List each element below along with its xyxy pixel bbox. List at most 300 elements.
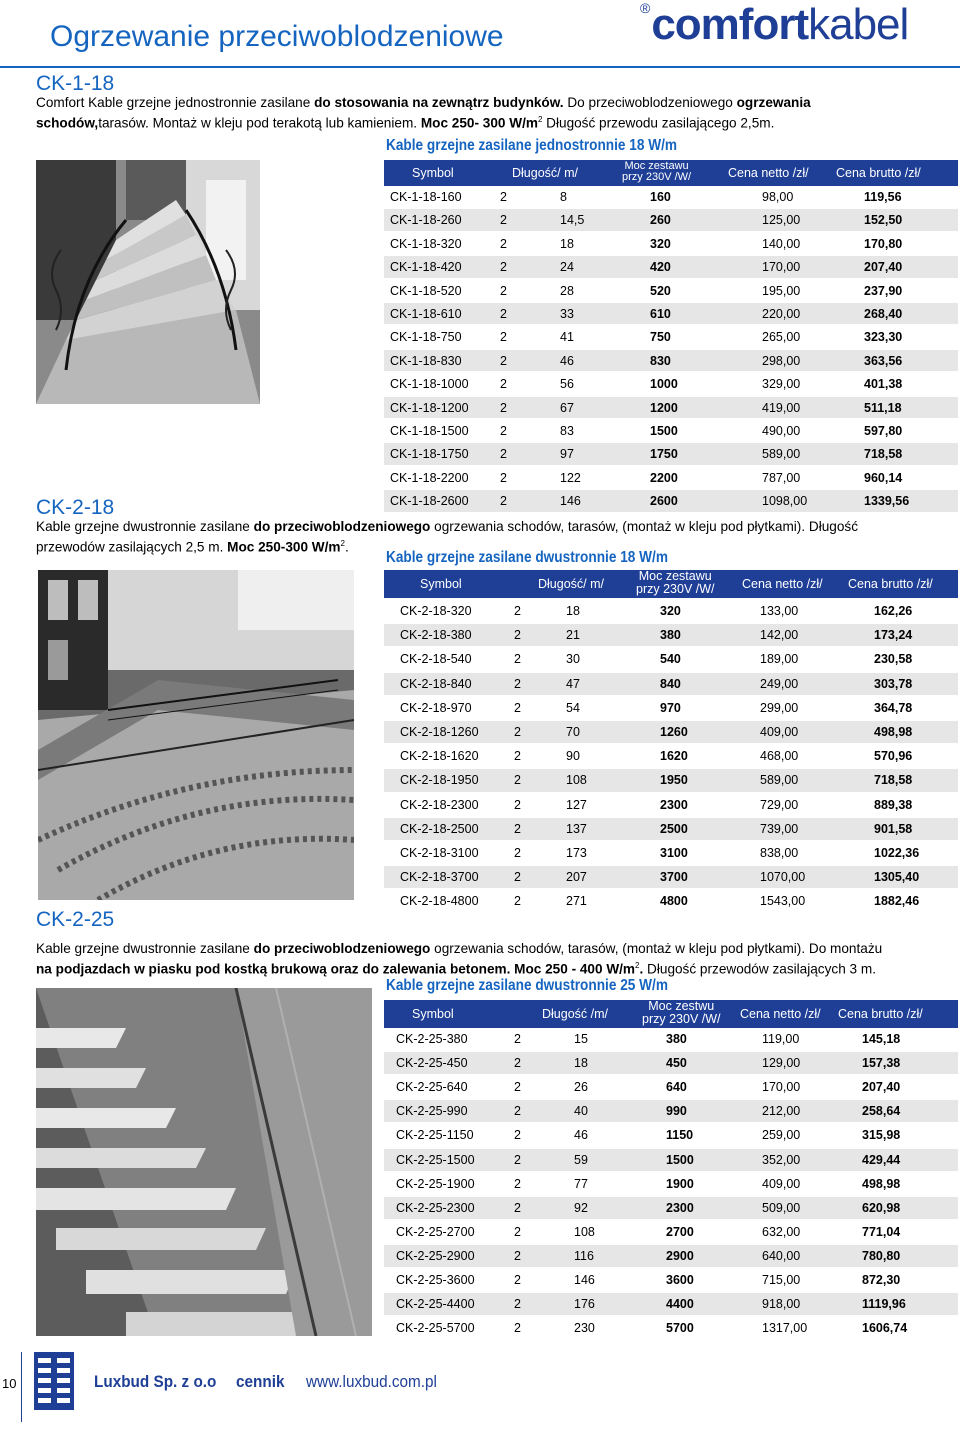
cell-length: 26 xyxy=(574,1080,588,1095)
cell-length: 176 xyxy=(574,1297,595,1312)
cell-gross: 145,18 xyxy=(862,1032,901,1046)
table-row xyxy=(384,397,958,418)
cell-power: 450 xyxy=(666,1056,687,1071)
cell-net: 490,00 xyxy=(762,424,801,438)
table-row xyxy=(384,1124,958,1146)
table-row xyxy=(384,1245,958,1267)
cell-net: 739,00 xyxy=(760,821,799,836)
cell-symbol: CK-2-25-2700 xyxy=(396,1224,475,1239)
cell-length: 47 xyxy=(566,676,580,691)
cell-length: 41 xyxy=(560,330,574,345)
cell-cores: 2 xyxy=(514,1056,521,1071)
cell-length: 21 xyxy=(566,628,580,643)
column-header-net-price: Cena netto /zł/ xyxy=(740,1007,821,1021)
cell-length: 77 xyxy=(574,1176,588,1191)
section-title-ck225: CK-2-25 xyxy=(36,908,115,931)
cell-length: 28 xyxy=(560,283,574,298)
column-header-gross-price: Cena brutto /zł/ xyxy=(838,1007,923,1021)
footer-url[interactable]: www.luxbud.com.pl xyxy=(306,1372,437,1391)
cell-symbol: CK-1-18-750 xyxy=(390,330,462,345)
cell-net: 640,00 xyxy=(762,1248,801,1263)
cell-gross: 303,78 xyxy=(874,676,913,691)
cell-net: 838,00 xyxy=(760,846,799,860)
cell-symbol: CK-2-18-4800 xyxy=(400,894,479,909)
column-header-gross-price: Cena brutto /zł/ xyxy=(848,577,933,591)
cell-power: 2300 xyxy=(666,1200,694,1215)
brand-logo: ®comfortkabel xyxy=(640,0,909,49)
cell-cores: 2 xyxy=(500,494,507,509)
table-row xyxy=(384,1100,958,1122)
cell-length: 24 xyxy=(560,260,574,275)
cell-gross: 511,18 xyxy=(864,400,902,415)
table-row xyxy=(384,648,958,670)
cell-gross: 498,98 xyxy=(862,1176,901,1191)
cell-cores: 2 xyxy=(514,894,521,909)
cell-gross: 157,38 xyxy=(862,1056,901,1071)
column-header-gross-price: Cena brutto /zł/ xyxy=(836,166,921,180)
table-row xyxy=(384,818,958,840)
column-header-length: Długość/ m/ xyxy=(512,166,578,180)
table-row xyxy=(384,420,958,441)
section-description-ck118: Comfort Kable grzejne jednostronnie zasilane do stosowania na zewnątrz budynków. Do przeciwoblodzeniowego ogrzewania schodów,tarasów. Montaż w kleju pod terakotą lub kamieniem. Moc 250- 300 $W/m^2$ Długość przewodu zasilającego 2,5m. xyxy=(36,95,811,131)
table-row xyxy=(384,209,958,230)
cell-gross: 1022,36 xyxy=(874,846,920,860)
table-row xyxy=(384,490,958,511)
table-row xyxy=(384,1293,958,1315)
cell-symbol: CK-2-18-3100 xyxy=(400,846,479,860)
table-row xyxy=(384,1052,958,1074)
cell-cores: 2 xyxy=(514,628,521,643)
table-row xyxy=(384,866,958,888)
column-header-length: Długość/ m/ xyxy=(538,577,604,591)
cell-power: 320 xyxy=(660,604,681,618)
cell-power: 610 xyxy=(650,307,671,321)
table-header-ck118 xyxy=(384,160,958,186)
table-row xyxy=(384,1317,958,1339)
cell-cores: 2 xyxy=(514,1321,521,1336)
cell-cores: 2 xyxy=(514,797,521,812)
table-row xyxy=(384,697,958,719)
table-title-ck225: Kable grzejne zasilane dwustronnie 25 W/m xyxy=(386,977,668,994)
table-row xyxy=(384,1028,958,1050)
cell-symbol: CK-2-25-2300 xyxy=(396,1200,475,1215)
cell-length: 56 xyxy=(560,377,574,392)
cell-net: 259,00 xyxy=(762,1128,801,1143)
cell-gross: 207,40 xyxy=(862,1080,901,1095)
table-row xyxy=(384,443,958,464)
table-row xyxy=(384,745,958,767)
cell-gross: 230,58 xyxy=(874,652,913,667)
header-divider xyxy=(0,66,960,68)
cell-cores: 2 xyxy=(500,447,507,462)
cell-length: 83 xyxy=(560,424,574,438)
table-row xyxy=(384,350,958,371)
cell-cores: 2 xyxy=(500,424,507,438)
cell-gross: 1339,56 xyxy=(864,494,910,509)
cell-symbol: CK-1-18-320 xyxy=(390,236,462,251)
cell-length: 30 xyxy=(566,652,580,667)
cell-power: 2200 xyxy=(650,470,678,485)
section-description-ck225: Kable grzejne dwustronnie zasilane do przeciwoblodzeniowego ogrzewania schodów, tarasów, (montaż w kleju pod płytkami). Do montażu na podjazdach w piasku pod kostką brukową oraz do zalewania betonem. Moc 250 - 400 $W/m^2$. Długość przewodów zasilających 3 m. xyxy=(36,941,883,977)
table-row xyxy=(384,233,958,254)
cell-cores: 2 xyxy=(514,749,521,764)
cell-symbol: CK-2-25-1150 xyxy=(396,1128,474,1143)
cell-symbol: CK-1-18-520 xyxy=(390,283,462,298)
cell-symbol: CK-2-18-2500 xyxy=(400,821,479,836)
cell-length: 108 xyxy=(574,1224,595,1239)
cell-symbol: CK-1-18-420 xyxy=(390,260,462,275)
cell-net: 298,00 xyxy=(762,353,801,368)
table-row xyxy=(384,1076,958,1098)
cell-symbol: CK-1-18-1750 xyxy=(390,447,469,462)
cell-cores: 2 xyxy=(514,1080,521,1095)
cell-symbol: CK-1-18-2200 xyxy=(390,470,469,485)
cell-power: 260 xyxy=(650,213,671,228)
cell-cores: 2 xyxy=(514,1224,521,1239)
cell-power: 3700 xyxy=(660,870,688,885)
cell-length: 108 xyxy=(566,773,587,788)
cell-symbol: CK-2-18-320 xyxy=(400,604,472,618)
cell-gross: 597,80 xyxy=(864,424,903,438)
cell-cores: 2 xyxy=(514,846,521,860)
cell-gross: 718,58 xyxy=(874,773,913,788)
cell-length: 271 xyxy=(566,894,587,909)
cell-cores: 2 xyxy=(514,870,521,885)
cell-cores: 2 xyxy=(514,1200,521,1215)
cell-gross: 315,98 xyxy=(862,1128,901,1143)
cell-cores: 2 xyxy=(514,652,521,667)
cell-net: 249,00 xyxy=(760,676,799,691)
cell-symbol: CK-2-18-1620 xyxy=(400,749,479,764)
cell-power: 3100 xyxy=(660,846,688,860)
cell-net: 589,00 xyxy=(760,773,799,788)
cell-power: 4400 xyxy=(666,1297,694,1312)
cell-cores: 2 xyxy=(514,1128,521,1143)
cell-length: 67 xyxy=(560,400,574,415)
cell-length: 92 xyxy=(574,1200,588,1215)
cell-symbol: CK-2-25-2900 xyxy=(396,1248,475,1263)
section-title-ck118: CK-1-18 xyxy=(36,72,115,95)
table-row xyxy=(384,280,958,301)
cell-gross: 119,56 xyxy=(864,190,902,204)
cell-power: 990 xyxy=(666,1104,687,1119)
cell-net: 140,00 xyxy=(762,236,801,251)
cell-length: 127 xyxy=(566,797,587,812)
cell-length: 137 xyxy=(566,821,587,836)
cell-cores: 2 xyxy=(514,676,521,691)
cell-power: 520 xyxy=(650,283,671,298)
cell-net: 170,00 xyxy=(762,1080,801,1095)
cell-length: 33 xyxy=(560,307,574,321)
cell-gross: 364,78 xyxy=(874,700,913,715)
cell-length: 18 xyxy=(574,1056,588,1071)
cell-power: 380 xyxy=(660,628,681,643)
cell-symbol: CK-2-25-1900 xyxy=(396,1176,475,1191)
table-row xyxy=(384,1221,958,1243)
cell-length: 14,5 xyxy=(560,213,585,228)
cell-net: 125,00 xyxy=(762,213,801,228)
cell-gross: 620,98 xyxy=(862,1200,901,1215)
cell-power: 420 xyxy=(650,260,671,275)
cell-length: 70 xyxy=(566,725,580,739)
cell-power: 1200 xyxy=(650,400,678,415)
cell-power: 1620 xyxy=(660,749,688,764)
cell-net: 918,00 xyxy=(762,1297,801,1312)
cell-power: 1750 xyxy=(650,447,678,462)
cell-symbol: CK-1-18-830 xyxy=(390,353,462,368)
cell-symbol: CK-2-25-5700 xyxy=(396,1321,475,1336)
cell-cores: 2 xyxy=(514,725,521,739)
cell-cores: 2 xyxy=(514,1273,521,1287)
cell-power: 320 xyxy=(650,236,671,251)
table-row xyxy=(384,256,958,277)
table-row xyxy=(384,373,958,394)
cell-cores: 2 xyxy=(500,330,507,345)
cell-length: 116 xyxy=(574,1248,594,1263)
cell-net: 729,00 xyxy=(760,797,799,812)
cell-net: 409,00 xyxy=(762,1176,801,1191)
table-header-ck225 xyxy=(384,1000,958,1028)
cell-cores: 2 xyxy=(514,1152,521,1167)
section-title-ck218: CK-2-18 xyxy=(36,496,115,519)
cell-cores: 2 xyxy=(500,190,507,204)
cell-symbol: CK-2-25-640 xyxy=(396,1080,468,1095)
luxbud-logo-icon xyxy=(34,1352,74,1410)
cell-power: 1950 xyxy=(660,773,688,788)
cell-cores: 2 xyxy=(514,773,521,788)
cell-net: 589,00 xyxy=(762,447,801,462)
cell-cores: 2 xyxy=(514,1032,521,1046)
table-row xyxy=(384,794,958,816)
cell-gross: 1882,46 xyxy=(874,894,920,909)
cell-gross: 207,40 xyxy=(864,260,903,275)
cell-power: 1260 xyxy=(660,725,688,739)
cell-power: 840 xyxy=(660,676,681,691)
steps-photo-2 xyxy=(36,988,372,1336)
cell-length: 146 xyxy=(560,494,581,509)
cell-cores: 2 xyxy=(514,1248,521,1263)
stairs-photo-1 xyxy=(36,160,260,404)
table-title-ck218: Kable grzejne zasilane dwustronnie 18 W/m xyxy=(386,549,668,566)
table-row xyxy=(384,769,958,791)
cell-length: 173 xyxy=(566,846,587,860)
column-header-power: Moc zestwu przy 230V /W/ xyxy=(642,999,721,1026)
cell-net: 189,00 xyxy=(760,652,799,667)
cell-symbol: CK-2-18-1950 xyxy=(400,773,479,788)
cell-power: 1000 xyxy=(650,377,678,392)
table-title-ck118: Kable grzejne zasilane jednostronnie 18 W/m xyxy=(386,137,678,154)
cell-length: 207 xyxy=(566,870,587,885)
cell-net: 1543,00 xyxy=(760,894,806,909)
cell-symbol: CK-1-18-1000 xyxy=(390,377,469,392)
page-title: Ogrzewanie przeciwoblodzeniowe xyxy=(50,20,504,53)
column-header-net-price: Cena netto /zł/ xyxy=(728,166,809,180)
cell-gross: 498,98 xyxy=(874,725,913,739)
table-row xyxy=(384,600,958,622)
cell-power: 750 xyxy=(650,330,671,345)
cell-power: 2900 xyxy=(666,1248,694,1263)
column-header-symbol: Symbol xyxy=(420,577,462,591)
cell-power: 1500 xyxy=(666,1152,694,1167)
cell-symbol: CK-2-18-970 xyxy=(400,700,472,715)
cell-net: 119,00 xyxy=(762,1032,800,1046)
cell-net: 1098,00 xyxy=(762,494,808,509)
cell-net: 212,00 xyxy=(762,1104,801,1119)
cell-net: 1317,00 xyxy=(762,1321,808,1336)
cell-cores: 2 xyxy=(500,260,507,275)
cell-length: 59 xyxy=(574,1152,588,1167)
cell-symbol: CK-1-18-1200 xyxy=(390,400,469,415)
column-header-power: Moc zestawu przy 230V /W/ xyxy=(636,569,715,596)
cell-gross: 258,64 xyxy=(862,1104,901,1119)
cell-gross: 960,14 xyxy=(864,470,903,485)
cell-power: 1150 xyxy=(666,1128,694,1143)
footer-company: Luxbud Sp. z o.o xyxy=(94,1372,217,1391)
cell-net: 509,00 xyxy=(762,1200,801,1215)
cell-length: 46 xyxy=(560,353,574,368)
cell-cores: 2 xyxy=(514,700,521,715)
cell-length: 97 xyxy=(560,447,574,462)
table-row xyxy=(384,624,958,646)
column-header-symbol: Symbol xyxy=(412,1007,454,1021)
cell-symbol: CK-2-18-3700 xyxy=(400,870,479,885)
cell-gross: 780,80 xyxy=(862,1248,901,1263)
cell-power: 2700 xyxy=(666,1224,694,1239)
cell-length: 122 xyxy=(560,470,581,485)
cell-net: 715,00 xyxy=(762,1273,801,1287)
cell-gross: 1119,96 xyxy=(862,1297,906,1312)
cell-gross: 152,50 xyxy=(864,213,903,228)
cell-power: 1900 xyxy=(666,1176,694,1191)
cell-cores: 2 xyxy=(500,236,507,251)
cell-net: 133,00 xyxy=(760,604,799,618)
cell-net: 352,00 xyxy=(762,1152,801,1167)
table-row xyxy=(384,467,958,488)
cell-gross: 429,44 xyxy=(862,1152,901,1167)
cell-gross: 570,96 xyxy=(874,749,913,764)
cell-gross: 237,90 xyxy=(864,283,903,298)
cell-cores: 2 xyxy=(514,1297,521,1312)
cell-symbol: CK-2-18-380 xyxy=(400,628,472,643)
column-header-symbol: Symbol xyxy=(412,166,454,180)
table-row xyxy=(384,1269,958,1291)
cell-symbol: CK-2-25-450 xyxy=(396,1056,468,1071)
column-header-power: Moc zestawu przy 230V /W/ xyxy=(622,160,692,183)
cell-cores: 2 xyxy=(500,307,507,321)
cell-symbol: CK-2-18-840 xyxy=(400,676,472,691)
cell-net: 98,00 xyxy=(762,190,794,204)
cell-gross: 170,80 xyxy=(864,236,903,251)
table-row xyxy=(384,673,958,695)
cell-length: 146 xyxy=(574,1273,595,1287)
cell-net: 265,00 xyxy=(762,330,801,345)
page-header xyxy=(0,0,960,68)
cell-gross: 889,38 xyxy=(874,797,913,812)
cell-length: 230 xyxy=(574,1321,595,1336)
cell-power: 2300 xyxy=(660,797,688,812)
cell-net: 419,00 xyxy=(762,400,801,415)
cell-power: 4800 xyxy=(660,894,688,909)
cell-net: 129,00 xyxy=(762,1056,801,1071)
cell-gross: 872,30 xyxy=(862,1273,901,1287)
column-header-net-price: Cena netto /zł/ xyxy=(742,577,823,591)
cell-net: 1070,00 xyxy=(760,870,806,885)
cell-length: 18 xyxy=(566,604,580,618)
cell-gross: 771,04 xyxy=(862,1224,901,1239)
cell-symbol: CK-2-25-4400 xyxy=(396,1297,475,1312)
cell-symbol: CK-1-18-610 xyxy=(390,307,462,321)
cell-cores: 2 xyxy=(500,400,507,415)
cell-power: 540 xyxy=(660,652,681,667)
cell-gross: 268,40 xyxy=(864,307,903,321)
table-row xyxy=(384,186,958,207)
cell-length: 90 xyxy=(566,749,580,764)
cell-gross: 401,38 xyxy=(864,377,903,392)
column-header-length: Długość /m/ xyxy=(542,1007,608,1021)
cell-power: 640 xyxy=(666,1080,687,1095)
cell-gross: 901,58 xyxy=(874,821,913,836)
page-number: 10 xyxy=(0,1352,22,1422)
cell-net: 299,00 xyxy=(760,700,799,715)
cell-gross: 1606,74 xyxy=(862,1321,908,1336)
cell-gross: 173,24 xyxy=(874,628,913,643)
table-row xyxy=(384,326,958,347)
cell-length: 46 xyxy=(574,1128,588,1143)
cell-gross: 162,26 xyxy=(874,604,913,618)
table-row xyxy=(384,1197,958,1219)
cell-length: 8 xyxy=(560,190,567,204)
cell-length: 54 xyxy=(566,700,580,715)
section-description-ck218: Kable grzejne dwustronnie zasilane do przeciwoblodzeniowego ogrzewania schodów, tarasów, (montaż w kleju pod płytkami). Długość przewodów zasilających 2,5 m. Moc 250-300 $W/m^2$. xyxy=(36,519,859,555)
table-row xyxy=(384,721,958,743)
cell-net: 220,00 xyxy=(762,307,801,321)
ramp-photo xyxy=(38,570,354,900)
cell-cores: 2 xyxy=(500,213,507,228)
cell-symbol: CK-2-18-2300 xyxy=(400,797,479,812)
cell-cores: 2 xyxy=(500,470,507,485)
cell-length: 18 xyxy=(560,236,574,251)
table-row xyxy=(384,1149,958,1171)
cell-power: 5700 xyxy=(666,1321,694,1336)
table-row xyxy=(384,842,958,864)
cell-symbol: CK-2-18-1260 xyxy=(400,725,479,739)
cell-net: 329,00 xyxy=(762,377,801,392)
cell-cores: 2 xyxy=(500,353,507,368)
cell-power: 1500 xyxy=(650,424,678,438)
cell-power: 160 xyxy=(650,190,671,204)
cell-symbol: CK-2-25-990 xyxy=(396,1104,468,1119)
table-header-ck218 xyxy=(384,570,958,598)
cell-power: 830 xyxy=(650,353,671,368)
cell-cores: 2 xyxy=(500,283,507,298)
cell-cores: 2 xyxy=(514,1176,521,1191)
cell-gross: 1305,40 xyxy=(874,870,920,885)
cell-net: 142,00 xyxy=(760,628,799,643)
cell-net: 195,00 xyxy=(762,283,801,298)
cell-symbol: CK-2-25-3600 xyxy=(396,1273,475,1287)
cell-cores: 2 xyxy=(514,1104,521,1119)
cell-gross: 718,58 xyxy=(864,447,903,462)
cell-gross: 323,30 xyxy=(864,330,903,345)
cell-symbol: CK-2-25-380 xyxy=(396,1032,468,1046)
cell-power: 2500 xyxy=(660,821,688,836)
cell-power: 970 xyxy=(660,700,681,715)
cell-symbol: CK-1-18-2600 xyxy=(390,494,469,509)
cell-symbol: CK-1-18-1500 xyxy=(390,424,469,438)
footer-label: cennik xyxy=(236,1372,285,1391)
cell-symbol: CK-1-18-260 xyxy=(390,213,462,228)
table-row xyxy=(384,303,958,324)
